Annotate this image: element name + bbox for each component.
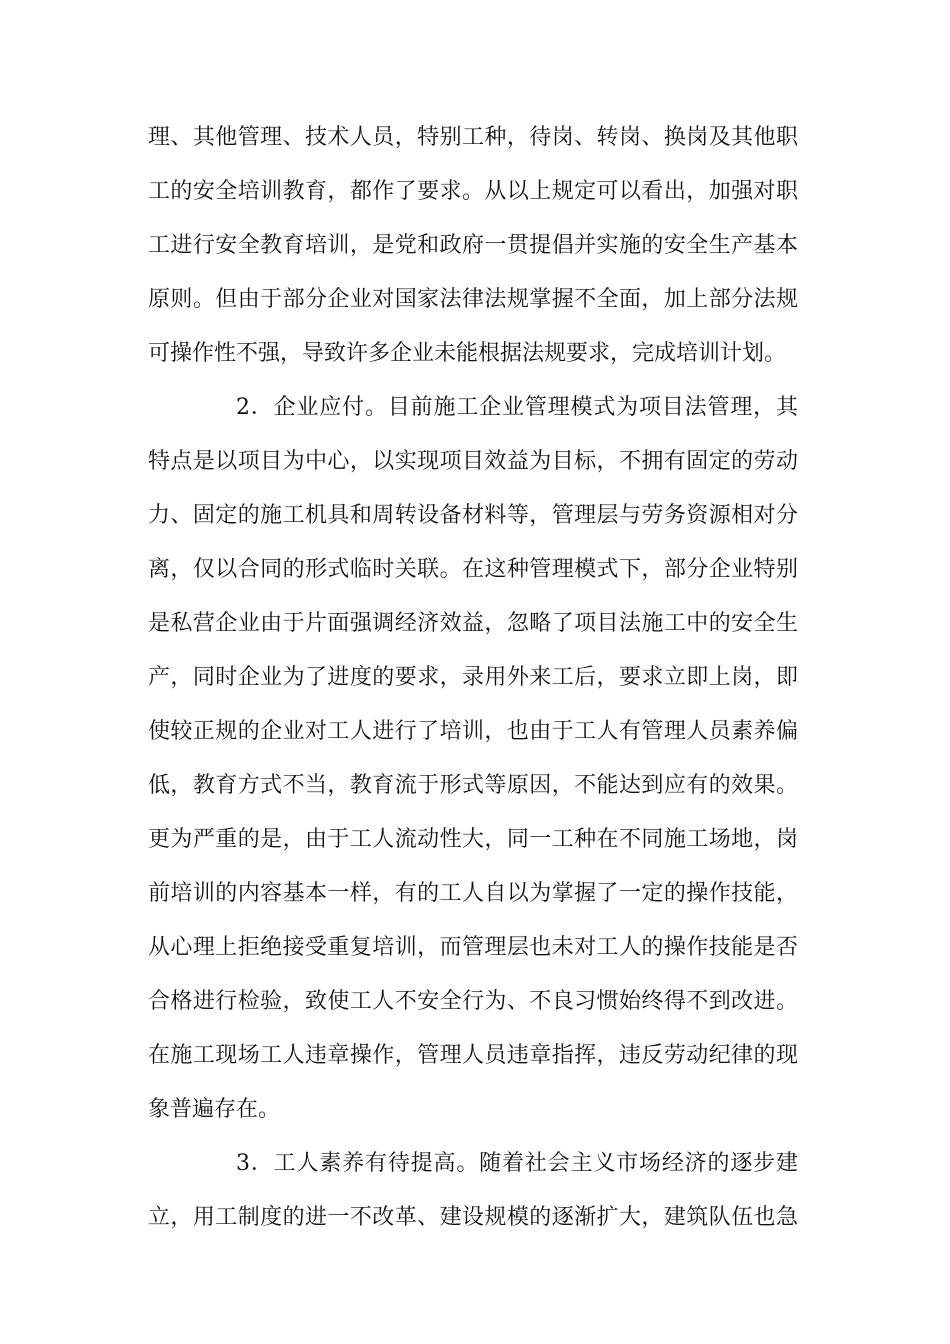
text-line: 特点是以项目为中心，以实现项目效益为目标，不拥有固定的劳动 — [148, 449, 798, 474]
text-line: 可操作性不强，导致许多企业未能根据法规要求，完成培训计划。 — [148, 341, 787, 366]
text-line: 是私营企业由于片面强调经济效益，忽略了项目法施工中的安全生 — [148, 611, 798, 636]
text-line: 立，用工制度的进一不改革、建设规模的逐渐扩大，建筑队伍也急 — [148, 1205, 798, 1230]
text-line: 更为严重的是，由于工人流动性大，同一工种在不同施工场地，岗 — [148, 827, 798, 852]
document-body — [148, 118, 798, 1252]
text-line: 产，同时企业为了进度的要求，录用外来工后，要求立即上岗，即 — [148, 665, 798, 690]
text-line: 工的安全培训教育，都作了要求。从以上规定可以看出，加强对职 — [148, 179, 798, 204]
text-line: 力、固定的施工机具和周转设备材料等，管理层与劳务资源相对分 — [148, 503, 798, 528]
text-line: 低，教育方式不当，教育流于形式等原因，不能达到应有的效果。 — [148, 773, 798, 798]
paragraph-heading-line: 3．工人素养有待提高。随着社会主义市场经济的逐步建 — [236, 1151, 798, 1176]
text-line: 使较正规的企业对工人进行了培训，也由于工人有管理人员素养偏 — [148, 719, 798, 744]
text-line: 原则。但由于部分企业对国家法律法规掌握不全面，加上部分法规 — [148, 287, 798, 312]
text-line: 合格进行检验，致使工人不安全行为、不良习惯始终得不到改进。 — [148, 989, 798, 1014]
text-line: 象普遍存在。 — [148, 1097, 281, 1122]
text-line: 离，仅以合同的形式临时关联。在这种管理模式下，部分企业特别 — [148, 557, 798, 582]
paragraph-heading-line: 2．企业应付。目前施工企业管理模式为项目法管理，其 — [236, 395, 798, 420]
text-line: 前培训的内容基本一样，有的工人自以为掌握了一定的操作技能， — [148, 881, 798, 906]
text-line: 在施工现场工人违章操作，管理人员违章指挥，违反劳动纪律的现 — [148, 1043, 798, 1068]
text-line: 理、其他管理、技术人员，特别工种，待岗、转岗、换岗及其他职 — [148, 125, 798, 150]
text-line: 从心理上拒绝接受重复培训，而管理层也未对工人的操作技能是否 — [148, 935, 798, 960]
text-line: 工进行安全教育培训，是党和政府一贯提倡并实施的安全生产基本 — [148, 233, 798, 258]
